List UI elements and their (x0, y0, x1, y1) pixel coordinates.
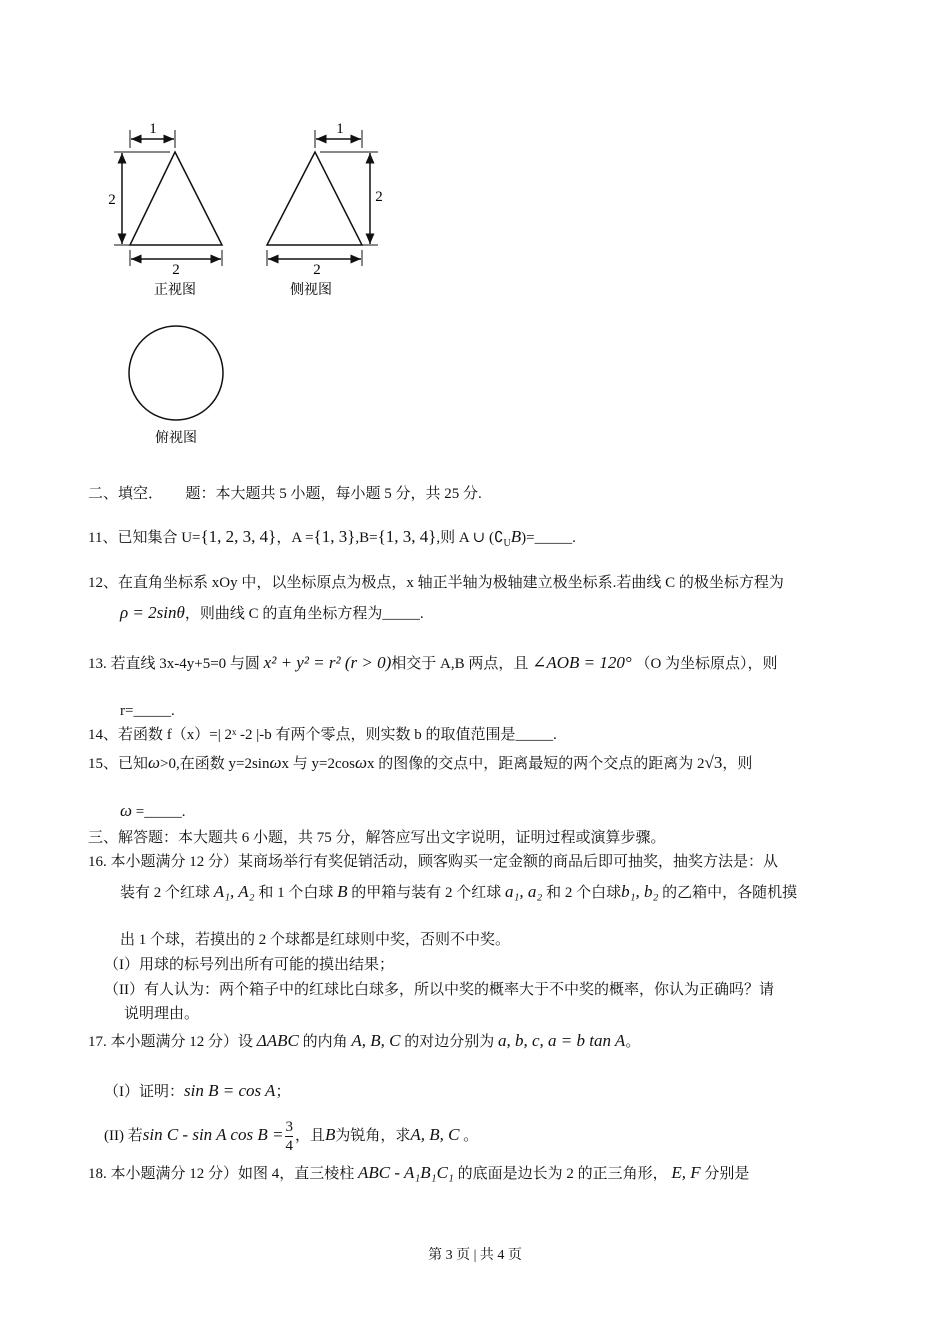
question-12-line2: ρ = 2sinθ，则曲线 C 的直角坐标方程为_____. (120, 603, 424, 622)
side-view (267, 130, 378, 266)
front-bottom-dim: 2 (172, 262, 180, 278)
page-footer: 第 3 页 | 共 4 页 (428, 1248, 522, 1263)
section-3-heading: 三、解答题：本大题共 6 小题，共 75 分，解答应写出文字说明，证明过程或演算步骤。 (88, 830, 666, 846)
side-bottom-dim: 2 (313, 262, 321, 278)
front-top-dim: 1 (149, 121, 157, 137)
question-12-line1: 12、在直角坐标系 xOy 中，以坐标原点为极点，x 轴正半轴为极轴建立极坐标系.若曲线 C 的极坐标方程为 (88, 575, 784, 591)
question-15-line2: ω =_____. (120, 801, 186, 820)
side-caption: 侧视图 (290, 282, 332, 298)
question-16-line3: 出 1 个球，若摸出的 2 个球都是红球则中奖，否则不中奖。 (120, 932, 511, 948)
front-view (114, 130, 222, 266)
top-view-circle (129, 326, 223, 420)
question-15: 15、已知ω>0,在函数 y=2sinωx 与 y=2cosωx 的图像的交点中，距离最短的两个交点的距离为 2√3，则 (88, 753, 753, 772)
side-side-dim: 2 (375, 189, 383, 205)
question-17-part2: (II) 若sin C - sin A cos B = $\frac{3}{4}$ ，且B为锐角，求A, B, C 。 (104, 1119, 479, 1154)
question-17-part1: （I）证明：sin B = cos A； (104, 1081, 291, 1100)
question-16-part2: （II）有人认为：两个箱子中的红球比白球多，所以中奖的概率大于不中奖的概率，你认为正确吗？请 (104, 982, 774, 998)
top-caption: 俯视图 (155, 430, 197, 446)
question-13: 13. 若直线 3x-4y+5=0 与圆 x² + y² = r² (r > 0)相交于 A,B 两点，且 ∠AOB = 120° （O 为坐标原点），则 (88, 653, 778, 672)
question-17: 17. 本小题满分 12 分）设 ΔABC 的内角 A, B, C 的对边分别为 a, b, c, a = b tan A。 (88, 1031, 641, 1050)
question-13-line2: r=_____. (120, 703, 175, 719)
front-side-dim: 2 (108, 192, 116, 208)
side-top-dim: 1 (336, 121, 344, 137)
section-2-heading: 二、填空． 题：本大题共 5 小题，每小题 5 分，共 25 分. (88, 486, 482, 502)
question-18: 18. 本小题满分 12 分）如图 4，直三棱柱 ABC - A₁B₁C₁ 的底面是边长为 2 的正三角形， E, F 分别是 (88, 1163, 750, 1182)
question-16-line2: 装有 2 个红球 A₁, A₂ 和 1 个白球 B 的甲箱与装有 2 个红球 a₁, a₂ 和 2 个白球b₁, b₂ 的乙箱中，各随机摸 (120, 882, 798, 901)
three-view-figure (0, 0, 420, 460)
question-14: 14、若函数 f（x）=| 2ˣ -2 |-b 有两个零点，则实数 b 的取值范围是_____. (88, 727, 557, 743)
question-16-part2-cont: 说明理由。 (124, 1006, 200, 1022)
question-16-part1: （I）用球的标号列出所有可能的摸出结果； (104, 957, 394, 973)
question-16-line1: 16. 本小题满分 12 分）某商场举行有奖促销活动，顾客购买一定金额的商品后即可抽奖，抽奖方法是：从 (88, 854, 779, 870)
front-caption: 正视图 (154, 282, 196, 298)
question-11: 11、已知集合 U={1, 2, 3, 4}，A ={1, 3},B={1, 3, 4},则 A ∪ $(∁_UB)=\_\_\_\_\_$. (88, 527, 576, 549)
